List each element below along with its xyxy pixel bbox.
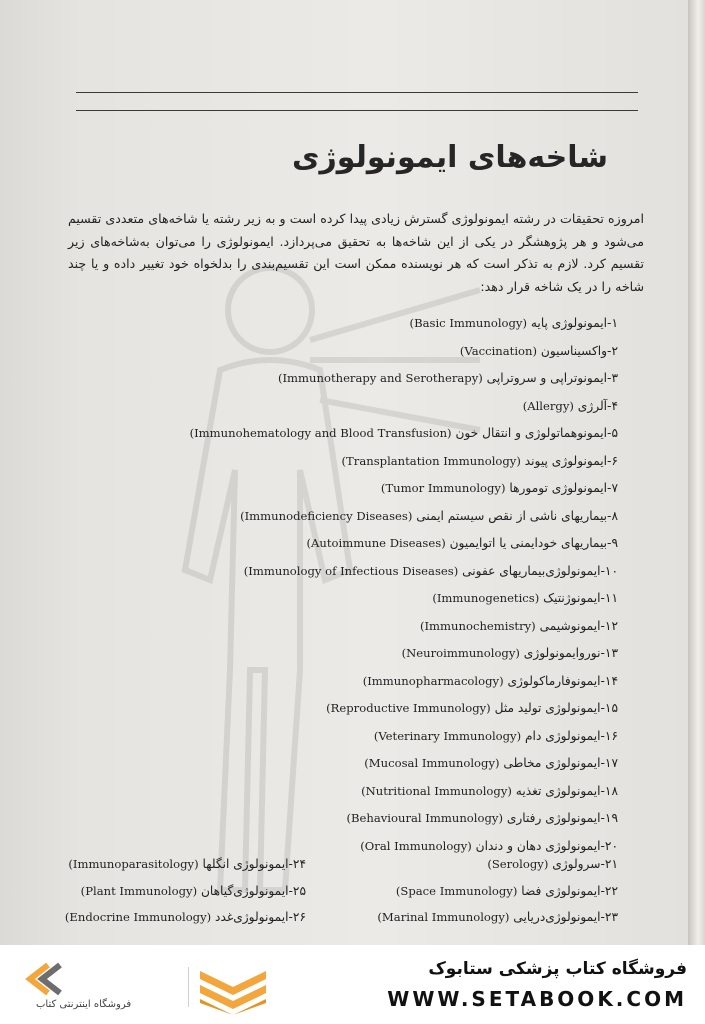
branch-item	[326, 701, 618, 715]
site-url[interactable]: WWW.SETABOOK.COM	[387, 987, 687, 1011]
branch-name-fa: ایمونوهماتولوژی و انتقال خون	[455, 426, 608, 440]
branch-separator: -	[607, 426, 612, 440]
branch-name-en: (Immunoparasitology)	[68, 857, 199, 871]
branch-number: ۱۹	[604, 811, 618, 825]
branch-item	[346, 811, 618, 825]
branch-number: ۳	[611, 371, 618, 385]
branch-number: ۹	[611, 536, 618, 550]
branch-name-fa: ایمونولوژی‌بیماریهای عفونی	[462, 563, 601, 578]
branch-item	[363, 674, 618, 688]
branch-separator: -	[288, 857, 293, 871]
branch-separator: -	[288, 910, 293, 924]
branch-name-en: (Transplantation Immunology)	[341, 453, 521, 468]
branch-name-en: (Marinal Immunology)	[377, 910, 510, 924]
branch-name-en: (Basic Immunology)	[409, 316, 528, 330]
branch-name-fa: بیماریهای خودایمنی یا اتوایمیون	[449, 536, 608, 550]
branch-name-fa: ایمونولوژی‌دریایی	[513, 910, 601, 924]
store-footer	[0, 945, 705, 1024]
branch-name-en: (Behavioural Immunology)	[346, 811, 503, 825]
branch-name-en: (Nutritional Immunology)	[361, 783, 512, 798]
branch-name-fa: ایمونولوژی دام	[525, 728, 601, 743]
branch-separator: -	[600, 910, 605, 924]
branch-name-fa: ایمونوشیمی	[539, 618, 601, 633]
branch-number: ۱۶	[604, 728, 618, 743]
setabook-logo[interactable]	[18, 955, 178, 1005]
branch-name-en: (Veterinary Immunology)	[373, 728, 522, 743]
branch-item	[278, 371, 618, 385]
branch-name-en: (Plant Immunology)	[80, 883, 198, 898]
branch-number: ۱۷	[604, 756, 618, 770]
branch-number: ۱	[611, 316, 618, 330]
branch-name-fa: ایمونوژنتیک	[543, 591, 601, 605]
branch-item	[377, 910, 618, 924]
branch-name-en: (Immunochemistry)	[419, 618, 536, 633]
branch-name-en: (Vaccination)	[459, 343, 538, 358]
intro-paragraph: امروزه تحقیقات در رشته ایمونولوژی گسترش زیادی پیدا کرده است و به زیر رشته یا شاخه‌های متعددی تقسیم می‌شود و هر پژوهشگر در یکی از این شاخه‌ها به تحقیق می‌پردازد. ایمونولوژی را می‌توان به‌شاخه‌های زیر تقسیم کرد. لازم به تذکر است که هر نویسنده ممکن است این تقسیم‌بندی را بدلخواه خود تغییر داده و یا چند شاخه را در یک شاخه قرار دهد:	[68, 211, 644, 294]
logo-tagline: فروشگاه اینترنتی کتاب	[36, 999, 132, 1010]
branch-name-fa: ایمونولوژی تومورها	[509, 481, 608, 495]
branch-number: ۲۴	[292, 857, 306, 871]
branch-separator: -	[600, 591, 605, 605]
branch-name-en: (Endocrine Immunology)	[64, 910, 212, 924]
branch-separator: -	[600, 783, 605, 798]
branch-separator: -	[607, 508, 612, 523]
branch-name-fa: ایمونولوژی تغذیه	[515, 783, 601, 798]
branch-name-fa: ایمونولوژی انگلها	[202, 857, 289, 871]
branch-item	[396, 884, 618, 898]
branch-name-fa: ایمونولوژی‌غدد	[215, 910, 289, 924]
branch-item	[81, 884, 306, 898]
branch-name-en: (Immunopharmacology)	[362, 673, 504, 688]
branch-separator: -	[600, 673, 605, 688]
branch-number: ۲۳	[604, 910, 618, 924]
branch-name-en: (Immunology of Infectious Diseases)	[243, 563, 459, 578]
branch-item	[361, 784, 618, 798]
branch-item	[420, 619, 618, 633]
branch-separator: -	[600, 884, 605, 898]
branch-separator: -	[607, 343, 612, 358]
branch-name-en: (Reproductive Immunology)	[326, 701, 491, 715]
branch-number: ۴	[611, 398, 618, 413]
branch-name-fa: ایمونوفارماکولوژی	[507, 673, 601, 688]
branch-number: ۱۲	[604, 618, 618, 633]
branch-name-fa: ایمونولوژی فضا	[521, 884, 601, 898]
branch-item	[487, 857, 618, 871]
branch-separator: -	[600, 838, 605, 853]
branch-item	[523, 399, 618, 413]
branch-separator: -	[607, 371, 612, 385]
branch-number: ۲۶	[292, 910, 306, 924]
header-rule	[76, 92, 638, 93]
branch-name-fa: بیماریهای ناشی از نقص سیستم ایمنی	[416, 508, 608, 523]
logo-divider	[188, 967, 189, 1007]
branch-number: ۵	[611, 426, 618, 440]
branch-item	[374, 729, 618, 743]
branch-name-fa: ایمونولوژی تولید مثل	[494, 701, 601, 715]
header-rule	[76, 110, 638, 111]
branch-item	[190, 426, 618, 440]
branch-separator: -	[600, 811, 605, 825]
branch-item	[432, 591, 618, 605]
branch-name-fa: آلرژی	[577, 398, 608, 413]
shop-name: فروشگاه کتاب پزشکی ستابوک	[428, 959, 687, 979]
book-stack-logo-icon	[196, 963, 270, 1015]
branch-name-fa: ایمونولوژی پایه	[530, 316, 608, 330]
branch-name-fa: ایمونولوژی پیوند	[524, 453, 608, 468]
branch-number: ۱۱	[604, 591, 618, 605]
branch-number: ۶	[611, 453, 618, 468]
branch-item	[460, 344, 618, 358]
branch-separator: -	[600, 701, 605, 715]
branch-number: ۲۵	[292, 883, 306, 898]
branch-name-en: (Immunogenetics)	[432, 591, 540, 605]
logo-arrows-icon	[18, 955, 178, 1003]
branch-number: ۲	[611, 343, 618, 358]
branch-number: ۸	[611, 508, 618, 523]
branch-item	[360, 839, 618, 853]
branch-number: ۲۲	[604, 884, 618, 898]
branch-item	[342, 454, 618, 468]
branch-item	[240, 509, 618, 523]
branch-name-en: (Mucosal Immunology)	[364, 756, 500, 770]
page-title: شاخه‌های ایمونولوژی	[292, 140, 608, 175]
branch-item	[65, 910, 306, 924]
branch-separator: -	[600, 857, 605, 871]
branch-number: ۷	[611, 481, 618, 495]
branch-separator: -	[288, 883, 293, 898]
page-edge	[688, 0, 705, 945]
branch-separator: -	[607, 453, 612, 468]
branch-number: ۱۸	[604, 783, 618, 798]
branch-number: ۱۴	[604, 673, 618, 688]
branch-separator: -	[600, 756, 605, 770]
branch-name-fa: واکسیناسیون	[540, 343, 608, 358]
branch-separator: -	[607, 536, 612, 550]
branch-name-en: (Immunotherapy and Serotherapy)	[277, 371, 483, 385]
branch-name-en: (Immunodeficiency Diseases)	[240, 508, 413, 523]
branch-item	[381, 481, 618, 495]
branch-name-en: (Space Immunology)	[395, 884, 518, 898]
branch-item	[402, 646, 618, 660]
branch-item	[410, 316, 618, 330]
branch-name-en: (Serology)	[487, 857, 549, 871]
branch-name-en: (Autoimmune Diseases)	[306, 536, 446, 550]
branch-name-fa: سرولوژی	[552, 857, 601, 871]
branch-name-en: (Tumor Immunology)	[380, 481, 506, 495]
branch-separator: -	[600, 728, 605, 743]
branch-name-en: (Immunohematology and Blood Transfusion)	[189, 426, 452, 440]
branch-name-fa: ایمونولوژی‌گیاهان	[200, 883, 289, 898]
branch-separator: -	[600, 646, 605, 660]
branch-separator: -	[600, 618, 605, 633]
branch-name-fa: ایمونولوژی مخاطی	[503, 756, 601, 770]
branch-number: ۱۰	[604, 563, 618, 578]
branch-name-en: (Oral Immunology)	[360, 838, 472, 853]
branch-number: ۲۰	[604, 838, 618, 853]
branch-number: ۱۳	[604, 646, 618, 660]
branch-item	[244, 564, 618, 578]
branch-separator: -	[600, 563, 605, 578]
branch-number: ۱۵	[604, 701, 618, 715]
branch-name-en: (Neuroimmunology)	[401, 646, 520, 660]
branch-name-fa: ایمونولوژی دهان و دندان	[475, 838, 601, 853]
branch-number: ۲۱	[604, 857, 618, 871]
branch-name-fa: ایمونوتراپی و سروتراپی	[486, 371, 608, 385]
branch-item	[68, 857, 306, 871]
branch-separator: -	[607, 481, 612, 495]
branch-name-fa: نوروایمونولوژی	[523, 646, 601, 660]
branch-name-fa: ایمونولوژی رفتاری	[506, 811, 601, 825]
branch-separator: -	[607, 316, 612, 330]
branch-name-en: (Allergy)	[522, 398, 574, 413]
branch-item	[307, 536, 618, 550]
branch-item	[364, 756, 618, 770]
branch-separator: -	[607, 398, 612, 413]
